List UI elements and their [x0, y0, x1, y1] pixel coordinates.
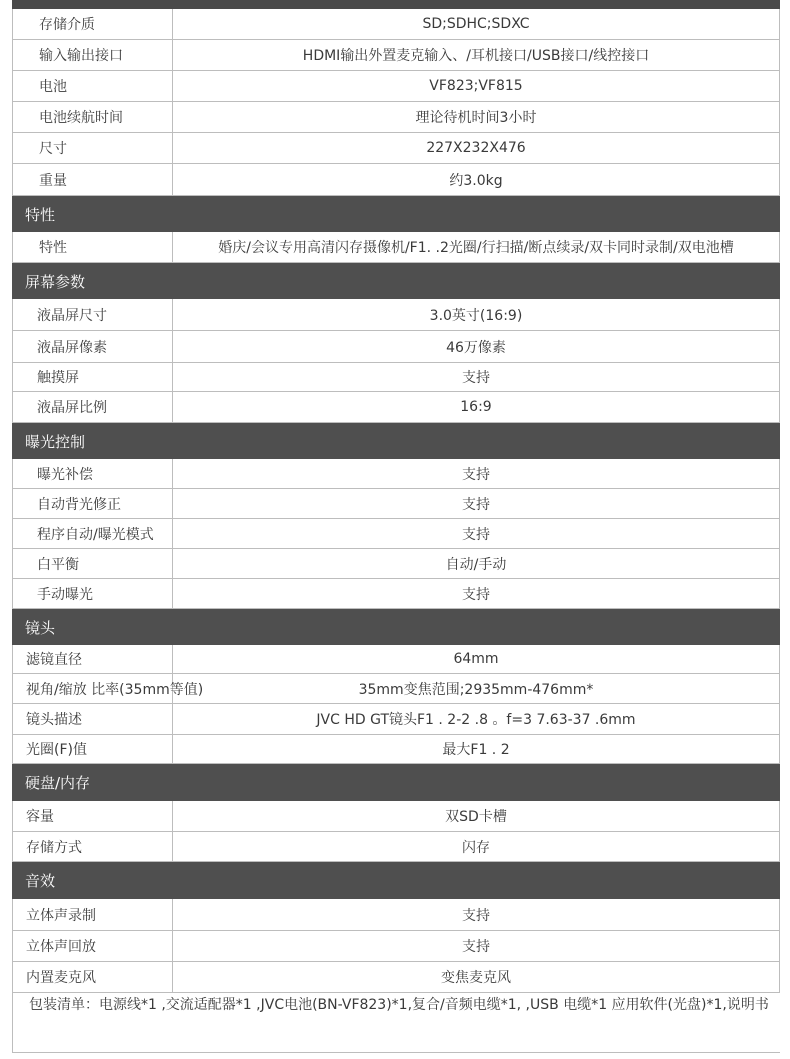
spec-row	[12, 645, 780, 674]
spec-row	[12, 704, 780, 735]
spec-label: 电池续航时间	[13, 102, 173, 132]
spec-value: 支持	[462, 526, 490, 543]
spec-row	[12, 133, 780, 164]
spec-row	[12, 735, 780, 764]
spec-row	[12, 931, 780, 962]
spec-label: 滤镜直径	[13, 645, 173, 673]
spec-row	[12, 549, 780, 579]
spec-row	[12, 801, 780, 832]
spec-label: 存储方式	[13, 832, 173, 861]
section-header: 特性	[12, 196, 780, 232]
spec-value: 约3.0kg	[449, 172, 503, 189]
spec-row	[12, 232, 780, 263]
spec-value: 64mm	[453, 651, 499, 667]
spec-value: 自动/手动	[445, 556, 507, 573]
spec-row	[12, 71, 780, 102]
spec-row	[12, 9, 780, 40]
spec-row	[12, 674, 780, 704]
spec-value: 婚庆/会议专用高清闪存摄像机/F1. .2光圈/行扫描/断点续录/双卡同时录制/双电池槽	[218, 240, 734, 256]
spec-value: 最大F1 . 2	[442, 742, 510, 758]
spec-row	[12, 40, 780, 71]
spec-row	[12, 832, 780, 862]
spec-value: 支持	[462, 466, 490, 483]
section-header: 屏幕参数	[12, 263, 780, 299]
spec-label: 视角/缩放 比率(35mm等值)	[13, 674, 173, 703]
spec-value: VF823;VF815	[429, 78, 523, 94]
top-header-strip	[12, 0, 780, 9]
spec-label: 液晶屏像素	[13, 331, 173, 362]
spec-label: 立体声录制	[13, 899, 173, 930]
spec-value: 双SD卡槽	[445, 809, 507, 825]
spec-label: 特性	[13, 232, 173, 262]
spec-row	[12, 489, 780, 519]
spec-label: 程序自动/曝光模式	[13, 519, 173, 548]
spec-label: 液晶屏尺寸	[13, 299, 173, 330]
spec-row	[12, 899, 780, 931]
spec-row	[12, 962, 780, 993]
spec-label: 触摸屏	[13, 363, 173, 391]
section-header: 音效	[12, 862, 780, 899]
spec-row	[12, 331, 780, 363]
spec-value: 支持	[462, 939, 490, 955]
spec-value: HDMI输出外置麦克输入、/耳机接口/USB接口/线控接口	[302, 48, 650, 64]
spec-value: 支持	[462, 370, 490, 386]
spec-value: 227X232X476	[426, 140, 526, 156]
spec-row	[12, 102, 780, 133]
spec-value: 46万像素	[446, 339, 506, 356]
spec-label: 镜头描述	[13, 704, 173, 734]
spec-row	[12, 363, 780, 392]
spec-label: 立体声回放	[13, 931, 173, 961]
section-header: 曝光控制	[12, 423, 780, 459]
spec-label: 电池	[13, 71, 173, 101]
spec-row	[12, 579, 780, 609]
package-list-text: 包装清单：电源线*1 ,交流适配器*1 ,JVC电池(BN-VF823)*1,复合/音频电缆*1, ,USB 电缆*1 应用软件(光盘)*1,说明书	[29, 997, 769, 1013]
spec-value: 16:9	[460, 399, 492, 415]
spec-label: 内置麦克风	[13, 962, 173, 992]
spec-value: 3.0英寸(16:9)	[429, 307, 523, 324]
spec-label: 自动背光修正	[13, 489, 173, 518]
spec-value: 理论待机时间3小时	[415, 110, 537, 126]
spec-value: 支持	[462, 586, 490, 603]
section-header: 硬盘/内存	[12, 764, 780, 801]
spec-label: 存储介质	[13, 9, 173, 39]
spec-value: 支持	[462, 907, 490, 924]
spec-row	[12, 164, 780, 196]
spec-label: 尺寸	[13, 133, 173, 163]
spec-value: 闪存	[462, 839, 490, 856]
spec-label: 容量	[13, 801, 173, 831]
spec-row	[12, 299, 780, 331]
spec-value: 35mm变焦范围;2935mm-476mm*	[358, 681, 594, 698]
spec-row	[12, 519, 780, 549]
spec-label: 重量	[13, 164, 173, 195]
spec-value: 变焦麦克风	[441, 970, 511, 986]
spec-value: JVC HD GT镜头F1 . 2-2 .8 。f=3 7.63-37 .6mm	[316, 712, 636, 728]
spec-row	[12, 459, 780, 489]
spec-label: 曝光补偿	[13, 459, 173, 488]
spec-label: 白平衡	[13, 549, 173, 578]
spec-value: 支持	[462, 496, 490, 513]
section-header: 镜头	[12, 609, 780, 645]
spec-row	[12, 392, 780, 423]
spec-label: 手动曝光	[13, 579, 173, 608]
spec-label: 液晶屏比例	[13, 392, 173, 422]
spec-table	[12, 9, 780, 993]
spec-value: SD;SDHC;SDXC	[422, 16, 530, 32]
spec-label: 光圈(F)值	[13, 735, 173, 763]
spec-label: 输入输出接口	[13, 40, 173, 70]
